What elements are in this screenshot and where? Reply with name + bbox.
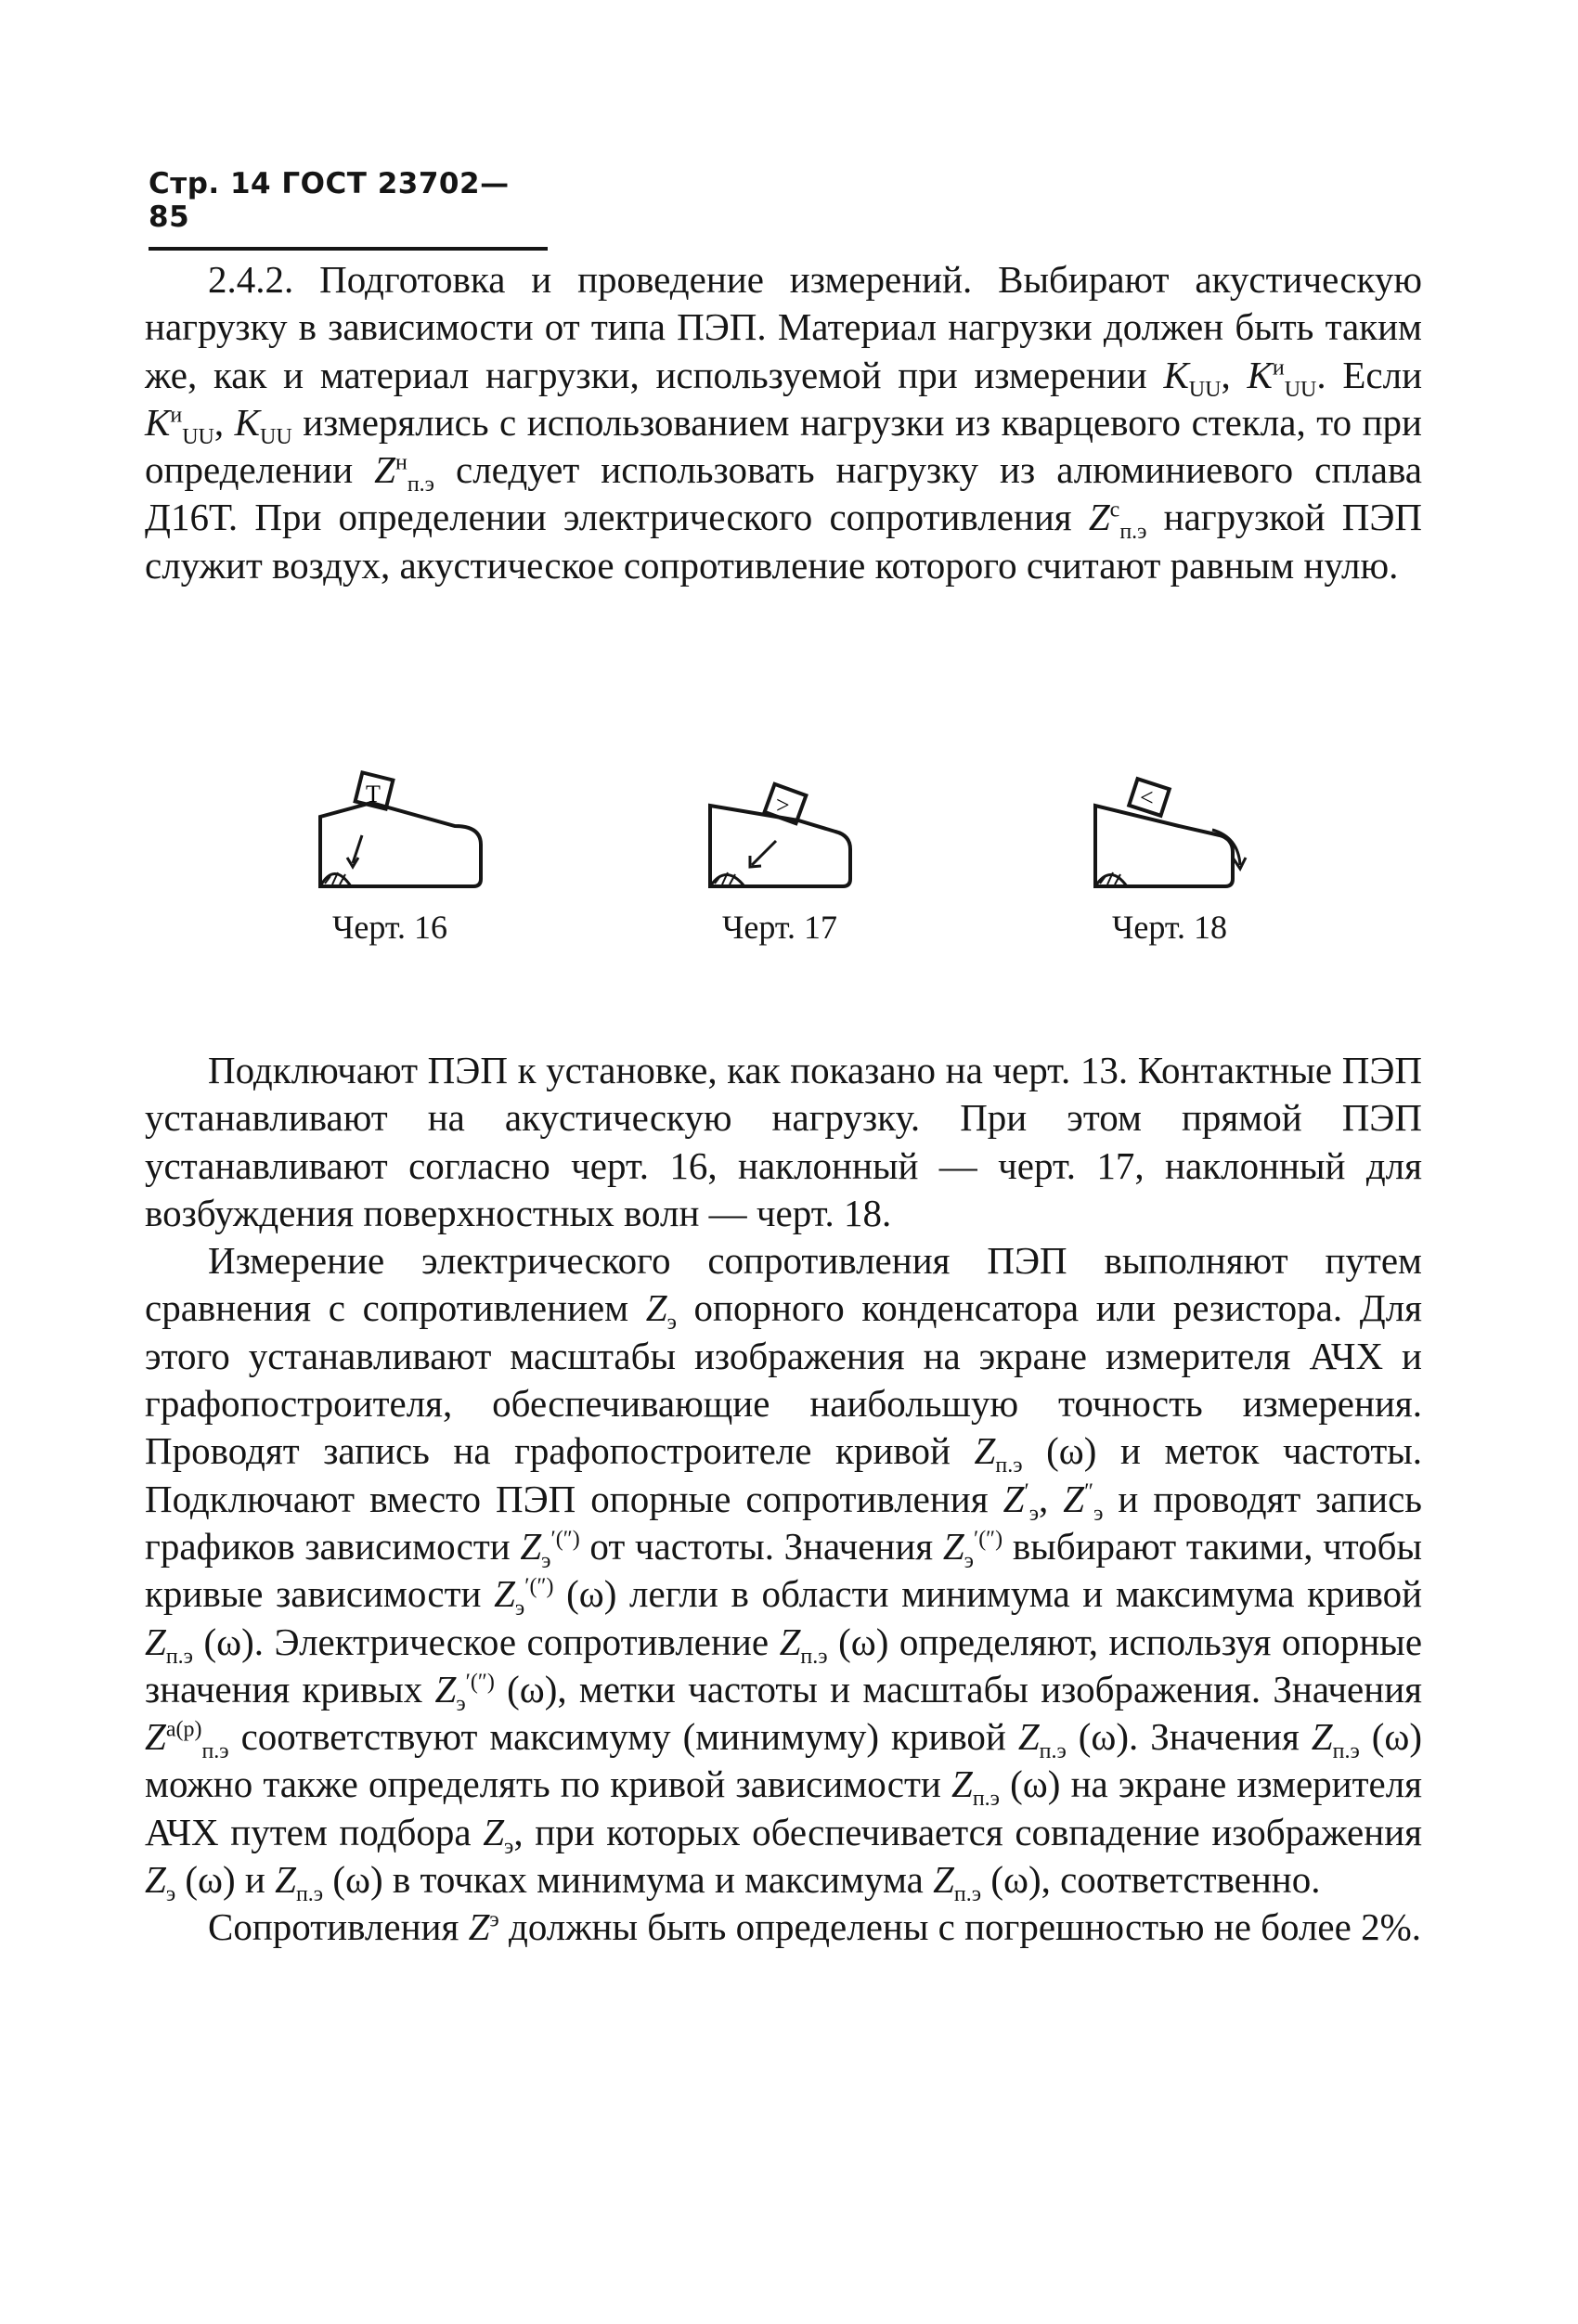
figure-17-label: >: [776, 792, 790, 819]
figure-16-drawing: [269, 761, 511, 910]
standard-number: ГОСТ 23702—85: [149, 167, 510, 234]
page-header: [149, 167, 548, 251]
paragraph-accuracy: Сопротивления $Z^э$ должны быть определены с погрешностью не более 2%.: [208, 1905, 1421, 1949]
figure-18-drawing: [1049, 761, 1290, 910]
figure-18-label: <: [1140, 784, 1154, 811]
figure-16: [269, 761, 511, 965]
figure-17-caption: Черт. 17: [722, 909, 837, 946]
page-label: Стр. 14: [149, 167, 272, 200]
header-rule: [149, 247, 548, 251]
paragraph-measurement: Измерение электрического сопротивления ПЭП выполняют путем сравнения с сопротивлением $Z_э$ опорного конденсатора или резистора. Для этого устанавливают масштабы изображения на экране измерителя АЧХ и графопостроителя, обеспечивающие наибольшую точность измерения. Проводят запись на графопостроителе кривой $Z_{п.э}$ (ω) и меток частоты. Подключают вместо ПЭП опорные сопротивления $Z'_э$, $Z''_э$ и проводят запись графиков зависимости $Z_э^{'('')}$ от частоты. Значения $Z_э^{'('')}$ выбирают такими, чтобы кривые зависимости $Z_э^{'('')}$ (ω) легли в области минимума и максимума кривой $Z_{п.э}$ (ω). Электрическое сопротивление $Z_{п.э}$ (ω) определяют, используя опорные значения кривых $Z_э^{'('')}$ (ω), метки частоты и масштабы изображения. Значения $Z^{а(р)}_{п.э}$ соответствуют максимуму (минимуму) кривой $Z_{п.э}$ (ω). Значения $Z_{п.э}$ (ω) можно также определять по кривой зависимости $Z_{п.э}$ (ω) на экране измерителя АЧХ путем подбора $Z_э$, при которых обеспечивается совпадение изображения $Z_э$ (ω) и $Z_{п.э}$ (ω) в точках минимума и максимума $Z_{п.э}$ (ω), соответственно.: [145, 1239, 1423, 1907]
figure-17: [659, 761, 900, 965]
figure-18-caption: Черт. 18: [1112, 909, 1227, 946]
figure-17-drawing: [659, 761, 900, 910]
figure-16-caption: Черт. 16: [332, 909, 447, 946]
paragraph-connect: Подключают ПЭП к установке, как показано на черт. 13. Контактные ПЭП устанавливают на акустическую нагрузку. При этом прямой ПЭП устанавливают согласно черт. 16, наклонный — черт. 17, наклонный для возбуждения поверхностных волн — черт. 18.: [145, 1049, 1422, 1234]
section-2-4-2: [145, 256, 1422, 589]
figures-row: [0, 761, 1578, 975]
body-text: [145, 1047, 1422, 1952]
paragraph-2-4-2: 2.4.2. Подготовка и проведение измерений. Выбирают акустическую нагрузку в зависимости от типа ПЭП. Материал нагрузки должен быть таким же, как и материал нагрузки, используемой при измерении $K_{UU}$, $K^и_{UU}$. Если $K^и_{UU}$, $K_{UU}$ измерялись с использованием нагрузки из кварцевого стекла, то при определении $Z^н_{п.э}$ следует использовать нагрузку из алюминиевого сплава Д16Т. При определении электрического сопротивления $Z^с_{п.э}$ нагрузкой ПЭП служит воздух, акустическое сопротивление которого считают равным нулю.: [145, 258, 1423, 587]
figure-18: [1049, 761, 1290, 965]
figure-16-label: T: [366, 781, 381, 807]
